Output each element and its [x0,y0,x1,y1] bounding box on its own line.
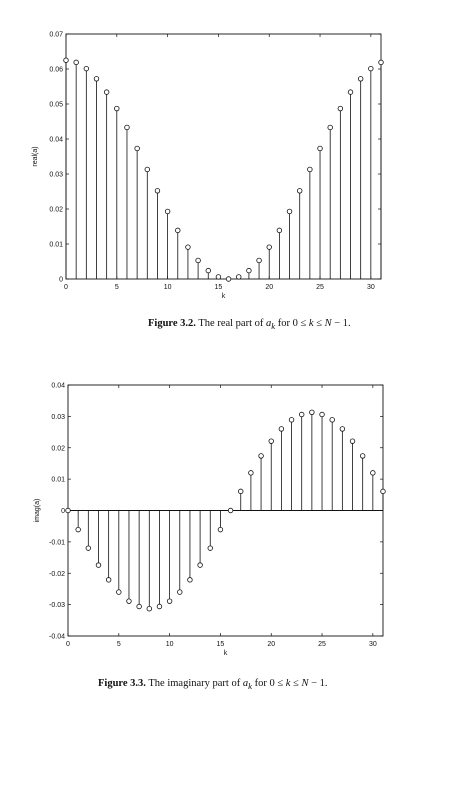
stem-marker [127,599,132,604]
y-tick-label: 0 [61,508,65,515]
y-tick-label: 0 [59,276,63,284]
x-tick-label: 30 [368,641,377,648]
y-tick-label: 0.03 [49,171,63,179]
caption-label: Figure 3.3. [98,678,146,689]
stem-marker [106,578,111,583]
y-tick-label: -0.03 [49,602,65,610]
y-tick-label: -0.04 [49,633,65,641]
stem-marker [86,546,91,551]
stem-marker [340,427,345,432]
figure-3-3-caption [98,678,328,691]
stem-marker [96,563,101,568]
stem-marker [177,590,182,595]
caption-le: ≤ [316,318,322,329]
y-tick-label: 0.06 [49,66,63,74]
y-tick-label: 0.07 [49,31,63,39]
caption-text: The imaginary part of [148,678,241,689]
x-axis-label: k [221,293,226,300]
y-tick-label: -0.01 [49,539,65,547]
caption-var: a [266,318,272,329]
caption-N: N [324,318,332,329]
y-tick-label: 0.02 [49,206,63,214]
x-tick-label: 5 [116,641,121,648]
stem-marker [310,410,315,415]
x-tick-label: 25 [318,641,326,648]
caption-N: N [301,678,309,689]
x-tick-label: 15 [214,284,223,291]
y-tick-label: 0.01 [51,476,65,484]
y-tick-label: 0.05 [49,101,63,109]
stem-marker [320,412,325,417]
caption-range: for 0 ≤ [277,318,307,329]
y-tick-label: 0.04 [51,382,65,390]
stem-marker [269,439,274,444]
caption-var: a [242,678,249,689]
caption-le: ≤ [293,678,299,689]
stem-marker [249,471,254,476]
stem-marker [198,563,203,568]
caption-range: for 0 ≤ [254,678,284,689]
y-tick-label: 0.03 [51,413,65,421]
stem-marker [238,489,243,494]
stem-marker [208,546,213,551]
caption-label: Figure 3.2. [148,318,196,329]
x-tick-label: 10 [163,284,172,291]
stem-marker [371,471,376,476]
y-axis-label: real(a) [32,146,39,167]
stem-marker [330,418,335,423]
caption-end: − 1. [311,678,328,689]
y-tick-label: 0.01 [49,241,63,249]
stem-marker [381,489,386,494]
stem-marker [228,508,233,513]
stem-marker [350,439,355,444]
stem-marker [66,508,71,513]
y-tick-label: 0.04 [49,136,63,144]
y-axis-label: imag(a) [34,498,41,523]
stem-marker [137,604,142,609]
x-tick-label: 10 [165,641,174,648]
x-tick-label: 20 [265,284,274,291]
x-tick-label: 25 [316,284,324,291]
caption-sub: k [248,681,252,692]
stem-marker [279,427,284,432]
y-tick-label: -0.02 [49,570,65,578]
stem-marker [117,590,122,595]
caption-kvar: k [285,678,291,689]
y-tick-label: 0.02 [51,445,65,453]
x-axis-label: k [223,650,228,657]
x-tick-label: 0 [64,284,68,291]
stem-marker [188,578,193,583]
figure-3-2-caption [148,318,351,331]
x-tick-label: 30 [366,284,375,291]
caption-text: The real part of [198,318,264,329]
x-tick-label: 5 [114,284,119,291]
caption-kvar: k [308,318,314,329]
stem-marker [259,454,264,459]
x-tick-label: 20 [267,641,276,648]
stem-marker [157,604,162,609]
x-tick-label: 0 [66,641,70,648]
x-tick-label: 15 [216,641,225,648]
stem-marker [360,454,365,459]
stem-marker [147,606,152,611]
stem-marker [299,412,304,417]
caption-end: − 1. [334,318,351,329]
stem-marker [167,599,172,604]
caption-sub: k [271,321,276,332]
stem-marker [218,527,223,532]
stem-marker [76,527,81,532]
stem-marker [289,418,294,423]
